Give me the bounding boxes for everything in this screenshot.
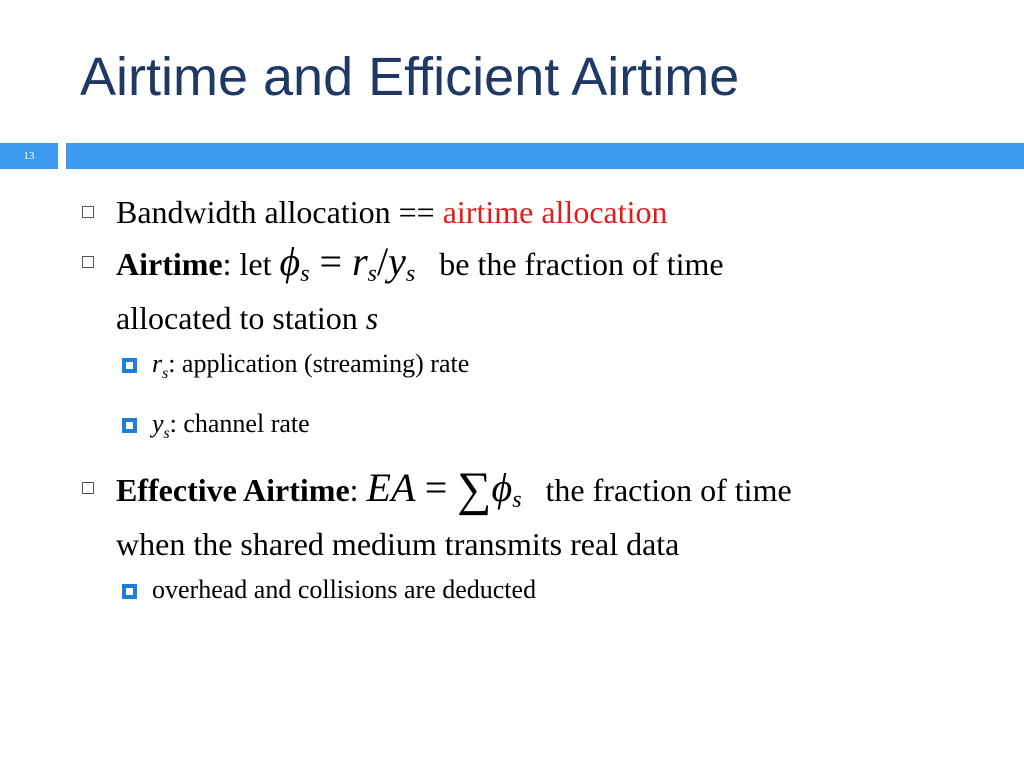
bullet-bold-term: Airtime [116,246,223,282]
bullet-text-line2: allocated to station [116,300,358,336]
rate-variable: r [352,239,368,284]
station-variable: s [365,300,379,336]
sub-bullet-rs [80,346,980,392]
sub-bullet-ys [80,406,980,452]
bullet-text-line1: the fraction of time [545,472,792,508]
phi-symbol: ϕ [491,465,513,510]
slide-title: Airtime and Efficient Airtime [80,47,740,107]
slide-content [80,190,980,622]
bullet-text-line2: when the shared medium transmits real data [116,526,680,562]
bullet-bandwidth-allocation [80,190,980,234]
bullet-bold-term: Effective Airtime [116,472,350,508]
sub-bullet-overhead [80,572,980,608]
sub-bullet-icon [122,418,137,433]
sub-bullet-text: : application (streaming) rate [168,349,470,378]
sub-bullet-var: y [152,409,164,438]
sub-bullet-icon [122,584,137,599]
bullet-airtime [80,240,980,340]
sum-symbol: ∑ [457,463,492,516]
phi-symbol: ϕ [279,239,301,284]
title-accent-bar [66,143,1024,169]
formula-subscript: s [405,261,416,287]
highlight-text: airtime allocation [442,194,668,230]
sub-bullet-text: overhead and collisions are deducted [152,575,537,604]
square-bullet-icon [82,256,94,268]
sub-bullet-text: : channel rate [169,409,310,438]
bullet-text: : [349,472,359,508]
sub-bullet-subscript: s [162,365,169,382]
sub-bullet-icon [122,358,137,373]
sub-bullet-var: r [152,349,163,378]
sub-bullet-subscript: s [163,425,170,442]
square-bullet-icon [82,482,94,494]
square-bullet-icon [82,206,94,218]
formula-subscript: s [367,261,378,287]
equals-sign: = [424,465,448,510]
bullet-effective-airtime [80,463,980,566]
effective-airtime-formula [366,463,532,516]
formula-subscript: s [512,487,522,513]
slash-symbol: / [377,239,389,284]
equals-sign: = [319,239,343,284]
bullet-text: : let [222,246,272,282]
bullet-text-line1: be the fraction of time [439,246,724,282]
formula-subscript: s [300,261,310,287]
airtime-formula [279,239,425,287]
channel-variable: y [388,239,406,284]
bullet-text: Bandwidth allocation == [116,194,435,230]
ea-variable: EA [366,465,415,510]
slide-number: 13 [0,143,58,169]
